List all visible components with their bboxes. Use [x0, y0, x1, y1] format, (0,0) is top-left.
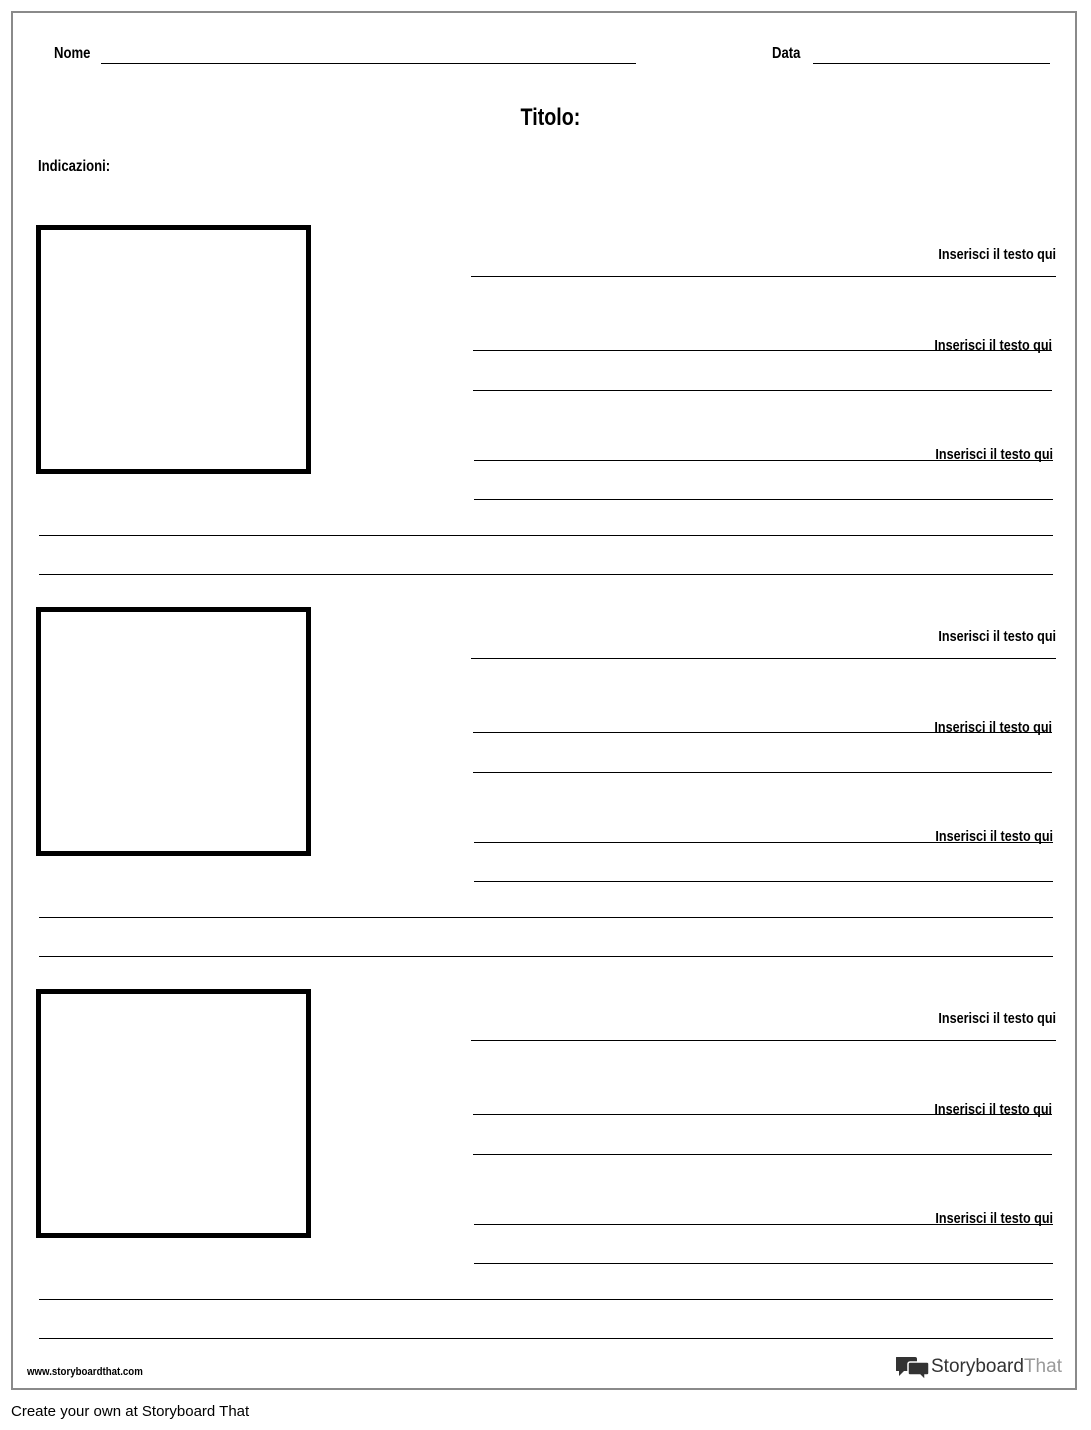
answer-line[interactable]	[39, 1299, 1053, 1300]
image-box-1[interactable]	[36, 225, 311, 474]
answer-line[interactable]	[913, 1114, 1052, 1115]
answer-line[interactable]	[39, 917, 1053, 918]
text-label-2-3: Inserisci il testo qui	[935, 828, 1053, 845]
create-your-own-caption[interactable]: Create your own at Storyboard That	[11, 1403, 250, 1420]
answer-line[interactable]	[39, 1338, 1053, 1339]
answer-line[interactable]	[914, 1224, 1053, 1225]
answer-line[interactable]	[474, 1224, 914, 1225]
text-label-1-1: Inserisci il testo qui	[938, 246, 1056, 263]
name-field-line[interactable]	[101, 63, 636, 64]
text-label-3-3: Inserisci il testo qui	[935, 1210, 1053, 1227]
answer-line[interactable]	[474, 499, 1053, 500]
answer-line[interactable]	[471, 658, 1056, 659]
name-label: Nome	[54, 45, 91, 62]
text-label-3-1: Inserisci il testo qui	[938, 1010, 1056, 1027]
answer-line[interactable]	[473, 732, 913, 733]
answer-line[interactable]	[913, 732, 1052, 733]
answer-line[interactable]	[914, 842, 1053, 843]
page-title: Titolo:	[520, 104, 581, 131]
answer-line[interactable]	[914, 460, 1053, 461]
answer-line[interactable]	[473, 1154, 1052, 1155]
logo-text-light: That	[1023, 1356, 1062, 1377]
image-box-3[interactable]	[36, 989, 311, 1238]
answer-line[interactable]	[473, 390, 1052, 391]
text-label-2-2: Inserisci il testo qui	[934, 719, 1052, 736]
speech-bubble-icon	[896, 1355, 930, 1381]
storyboardthat-logo	[931, 1356, 1062, 1378]
date-label: Data	[772, 45, 801, 62]
text-label-1-3: Inserisci il testo qui	[935, 446, 1053, 463]
image-box-2[interactable]	[36, 607, 311, 856]
website-url[interactable]: www.storyboardthat.com	[27, 1366, 143, 1378]
answer-line[interactable]	[473, 350, 913, 351]
answer-line[interactable]	[471, 1040, 1056, 1041]
directions-label: Indicazioni:	[38, 158, 111, 175]
text-label-3-2: Inserisci il testo qui	[934, 1101, 1052, 1118]
answer-line[interactable]	[471, 276, 1056, 277]
answer-line[interactable]	[39, 574, 1053, 575]
answer-line[interactable]	[474, 842, 914, 843]
answer-line[interactable]	[474, 460, 914, 461]
answer-line[interactable]	[474, 1263, 1053, 1264]
answer-line[interactable]	[474, 881, 1053, 882]
text-label-1-2: Inserisci il testo qui	[934, 337, 1052, 354]
answer-line[interactable]	[473, 772, 1052, 773]
answer-line[interactable]	[39, 535, 1053, 536]
logo-text-dark: Storyboard	[931, 1356, 1024, 1377]
answer-line[interactable]	[39, 956, 1053, 957]
text-label-2-1: Inserisci il testo qui	[938, 628, 1056, 645]
answer-line[interactable]	[913, 350, 1052, 351]
date-field-line[interactable]	[813, 63, 1050, 64]
answer-line[interactable]	[473, 1114, 913, 1115]
